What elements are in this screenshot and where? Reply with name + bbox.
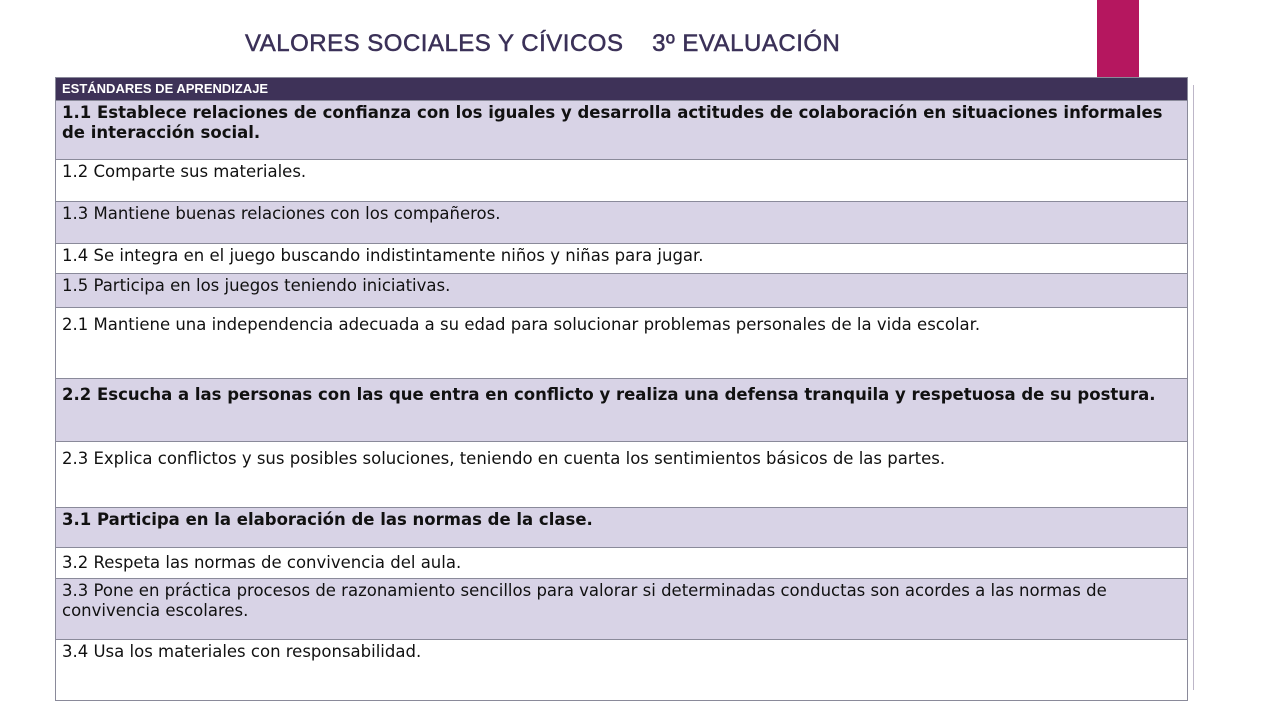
standard-1-5: 1.5 Participa en los juegos teniendo iniciativas. [56,274,1188,308]
standard-2-2: 2.2 Escucha a las personas con las que entra en conflicto y realiza una defensa tranquila y respetuosa de su postura. [56,379,1188,442]
table-header-row [56,78,1188,101]
table-row [56,508,1188,548]
standard-3-2: 3.2 Respeta las normas de convivencia del aula. [56,548,1188,579]
table-row [56,244,1188,274]
standard-2-3: 2.3 Explica conflictos y sus posibles soluciones, teniendo en cuenta los sentimientos básicos de las partes. [56,442,1188,508]
standard-3-4: 3.4 Usa los materiales con responsabilidad. [56,640,1188,701]
table-row [56,308,1188,379]
standard-2-1: 2.1 Mantiene una independencia adecuada a su edad para solucionar problemas personales de la vida escolar. [56,308,1188,379]
standard-1-1: 1.1 Establece relaciones de confianza con los iguales y desarrolla actitudes de colaboración en situaciones informales de interacción social. [56,101,1188,160]
standards-table [55,77,1188,701]
table-row [56,274,1188,308]
standard-3-1: 3.1 Participa en la elaboración de las normas de la clase. [56,508,1188,548]
table-row [56,202,1188,244]
table-row [56,548,1188,579]
standard-3-3: 3.3 Pone en práctica procesos de razonamiento sencillos para valorar si determinadas conductas son acordes a las normas de convivencia escolares. [56,579,1188,640]
table-row [56,101,1188,160]
table-row [56,379,1188,442]
table-row [56,442,1188,508]
table-row [56,640,1188,701]
standard-1-4: 1.4 Se integra en el juego buscando indistintamente niños y niñas para jugar. [56,244,1188,274]
standard-1-2: 1.2 Comparte sus materiales. [56,160,1188,202]
page-title: VALORES SOCIALES Y CÍVICOS 3º EVALUACIÓN [245,30,841,57]
table-row [56,579,1188,640]
accent-bar [1097,0,1139,78]
table-header: ESTÁNDARES DE APRENDIZAJE [56,78,1188,101]
side-divider [1193,85,1194,690]
standard-1-3: 1.3 Mantiene buenas relaciones con los compañeros. [56,202,1188,244]
table-row [56,160,1188,202]
